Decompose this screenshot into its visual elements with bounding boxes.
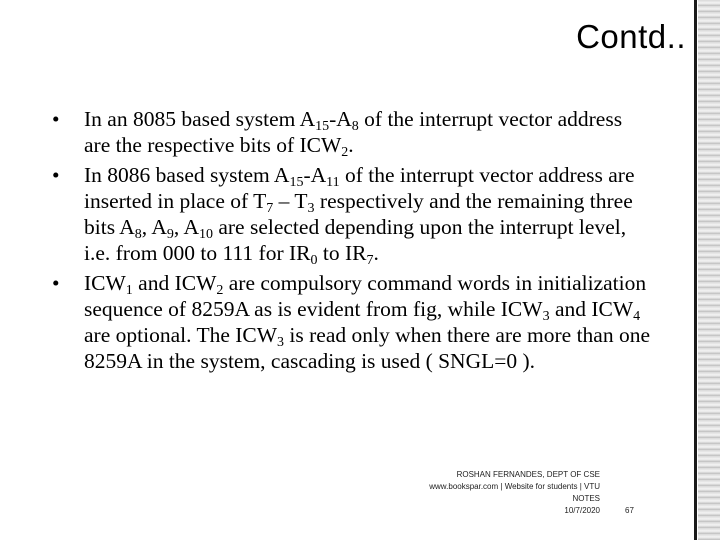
bullet-symbol: • <box>52 163 60 187</box>
page-number: 67 <box>625 506 634 515</box>
footer-site: www.bookspar.com | Website for students | VTU <box>429 482 600 491</box>
slide-footer <box>380 469 600 517</box>
bullet-item: • In 8086 based system $A_{15}-A_{11}$ of the interrupt vector address are inserted in place of $T_7 - T_3$ respectively and the remaining three bits $A_8$, $A_9$, $A_{10}$ are selected depending upon the interrupt level, i.e. from 000 to 111 for $IR_0$ to $IR_7$. <box>52 163 635 268</box>
bullet-item: • $ICW_1$ and $ICW_2$ are compulsory command words in initialization sequence of 8259A as is evident from fig, while $ICW_3$ and $ICW_4$ are optional. The $ICW_3$ is read only when there are more than one 8259A in the system, cascading is used ( SNGL=0 ). <box>52 271 650 373</box>
slide-title: Contd.. <box>576 18 686 55</box>
bullet-symbol: • <box>52 107 60 131</box>
footer-notes: NOTES <box>572 494 600 503</box>
bullet-list <box>52 106 652 378</box>
edge-border-line <box>694 0 697 540</box>
bullet-symbol: • <box>52 271 60 295</box>
bullet-item: • In an 8085 based system $A_{15}-A_8$ of the interrupt vector address are the respective bits of $ICW_2$. <box>52 107 623 160</box>
edge-decoration-strip <box>698 0 720 540</box>
footer-author: ROSHAN FERNANDES, DEPT OF CSE <box>456 470 600 479</box>
footer-date: 10/7/2020 <box>564 506 600 515</box>
